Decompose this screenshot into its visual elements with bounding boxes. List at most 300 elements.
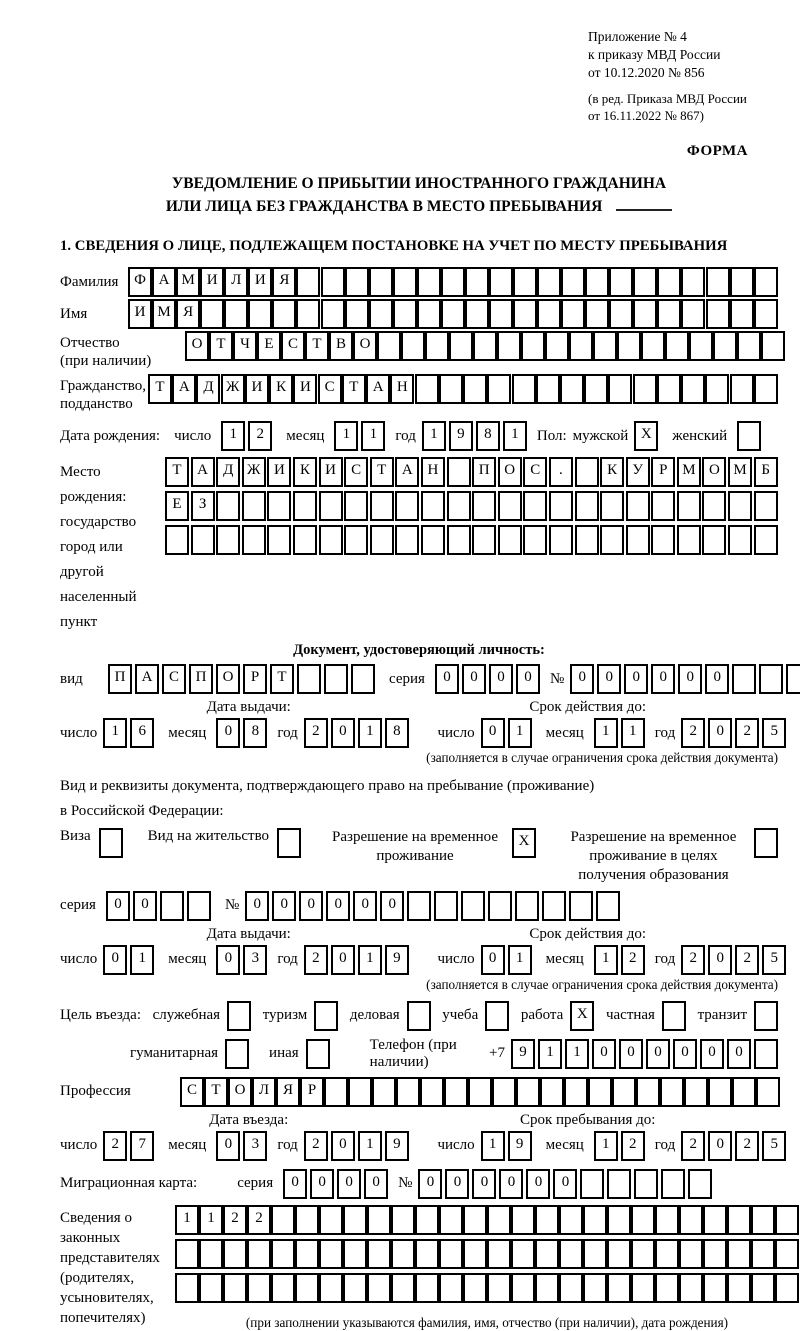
cell[interactable]: 2 xyxy=(681,945,705,975)
cell[interactable] xyxy=(521,331,545,361)
cell[interactable]: Е xyxy=(165,491,189,521)
cell[interactable] xyxy=(485,1001,509,1031)
cell[interactable] xyxy=(345,299,369,329)
cell[interactable] xyxy=(487,1239,511,1269)
cell[interactable] xyxy=(297,664,321,694)
cell[interactable] xyxy=(657,374,681,404)
cell[interactable] xyxy=(549,525,573,555)
cell[interactable] xyxy=(730,267,754,297)
cell[interactable] xyxy=(447,491,471,521)
cell[interactable] xyxy=(463,374,487,404)
cell[interactable]: 0 xyxy=(516,664,540,694)
cell[interactable]: Л xyxy=(224,267,248,297)
cell[interactable] xyxy=(728,525,752,555)
cell[interactable]: 1 xyxy=(565,1039,589,1069)
cell[interactable] xyxy=(465,299,489,329)
cell[interactable] xyxy=(351,664,375,694)
cell[interactable] xyxy=(535,1205,559,1235)
cell[interactable] xyxy=(575,457,599,487)
cell[interactable] xyxy=(641,331,665,361)
cell[interactable]: X xyxy=(634,421,658,451)
cell[interactable] xyxy=(267,525,291,555)
cell[interactable]: И xyxy=(267,457,291,487)
cell[interactable]: 2 xyxy=(681,718,705,748)
cell[interactable] xyxy=(200,299,224,329)
cell[interactable]: С xyxy=(318,374,342,404)
cell[interactable] xyxy=(596,891,620,921)
cell[interactable] xyxy=(296,267,320,297)
cell[interactable]: А xyxy=(191,457,215,487)
cell[interactable] xyxy=(786,664,800,694)
cell[interactable] xyxy=(730,299,754,329)
cell[interactable]: Ч xyxy=(233,331,257,361)
cell[interactable]: 0 xyxy=(646,1039,670,1069)
cell[interactable]: К xyxy=(293,457,317,487)
cell[interactable]: Я xyxy=(176,299,200,329)
cell[interactable]: Л xyxy=(252,1077,276,1107)
cell[interactable] xyxy=(677,525,701,555)
cell[interactable]: 1 xyxy=(508,945,532,975)
cell[interactable]: 0 xyxy=(592,1039,616,1069)
cell[interactable] xyxy=(754,828,778,858)
cell[interactable] xyxy=(569,331,593,361)
cell[interactable]: Ж xyxy=(221,374,245,404)
cell[interactable]: 0 xyxy=(481,718,505,748)
cell[interactable] xyxy=(631,1273,655,1303)
cell[interactable] xyxy=(593,331,617,361)
cell[interactable]: К xyxy=(269,374,293,404)
cell[interactable]: О xyxy=(185,331,209,361)
cell[interactable] xyxy=(487,1205,511,1235)
cell[interactable] xyxy=(681,374,705,404)
cell[interactable] xyxy=(271,1239,295,1269)
cell[interactable] xyxy=(560,374,584,404)
cell[interactable] xyxy=(583,1273,607,1303)
cell[interactable] xyxy=(536,374,560,404)
cell[interactable] xyxy=(487,374,511,404)
cell[interactable] xyxy=(662,1001,686,1031)
cell[interactable] xyxy=(600,525,624,555)
cell[interactable]: А xyxy=(172,374,196,404)
cell[interactable] xyxy=(633,267,657,297)
cell[interactable] xyxy=(498,525,522,555)
cell[interactable] xyxy=(468,1077,492,1107)
cell[interactable]: Я xyxy=(276,1077,300,1107)
cell[interactable] xyxy=(636,1077,660,1107)
cell[interactable] xyxy=(575,525,599,555)
cell[interactable]: 0 xyxy=(673,1039,697,1069)
cell[interactable]: 0 xyxy=(597,664,621,694)
cell[interactable] xyxy=(761,331,785,361)
cell[interactable]: 9 xyxy=(385,1131,409,1161)
cell[interactable] xyxy=(600,491,624,521)
cell[interactable] xyxy=(626,525,650,555)
cell[interactable] xyxy=(242,491,266,521)
cell[interactable] xyxy=(247,1273,271,1303)
cell[interactable] xyxy=(537,267,561,297)
cell[interactable] xyxy=(295,1239,319,1269)
cell[interactable] xyxy=(727,1205,751,1235)
cell[interactable] xyxy=(608,374,632,404)
cell[interactable]: 0 xyxy=(526,1169,550,1199)
cell[interactable]: 0 xyxy=(331,945,355,975)
cell[interactable] xyxy=(626,491,650,521)
cell[interactable] xyxy=(703,1239,727,1269)
cell[interactable] xyxy=(681,299,705,329)
cell[interactable] xyxy=(775,1273,799,1303)
cell[interactable] xyxy=(343,1205,367,1235)
cell[interactable]: 0 xyxy=(283,1169,307,1199)
cell[interactable] xyxy=(324,1077,348,1107)
cell[interactable] xyxy=(319,1239,343,1269)
cell[interactable] xyxy=(227,1001,251,1031)
cell[interactable]: 1 xyxy=(130,945,154,975)
cell[interactable]: М xyxy=(728,457,752,487)
cell[interactable] xyxy=(727,1273,751,1303)
cell[interactable] xyxy=(293,525,317,555)
cell[interactable]: 0 xyxy=(570,664,594,694)
cell[interactable] xyxy=(295,1205,319,1235)
cell[interactable] xyxy=(523,491,547,521)
cell[interactable] xyxy=(488,891,512,921)
cell[interactable]: 1 xyxy=(594,718,618,748)
cell[interactable]: 0 xyxy=(708,1131,732,1161)
cell[interactable]: Ж xyxy=(242,457,266,487)
cell[interactable] xyxy=(631,1205,655,1235)
cell[interactable]: 1 xyxy=(594,945,618,975)
cell[interactable]: О xyxy=(216,664,240,694)
cell[interactable] xyxy=(449,331,473,361)
cell[interactable]: 2 xyxy=(247,1205,271,1235)
cell[interactable]: 1 xyxy=(199,1205,223,1235)
cell[interactable] xyxy=(702,491,726,521)
cell[interactable]: 9 xyxy=(449,421,473,451)
cell[interactable] xyxy=(703,1205,727,1235)
cell[interactable] xyxy=(617,331,641,361)
cell[interactable]: Т xyxy=(305,331,329,361)
cell[interactable] xyxy=(651,491,675,521)
cell[interactable]: С xyxy=(281,331,305,361)
cell[interactable]: Т xyxy=(148,374,172,404)
cell[interactable] xyxy=(756,1077,780,1107)
cell[interactable] xyxy=(612,1077,636,1107)
cell[interactable] xyxy=(607,1205,631,1235)
cell[interactable]: Ф xyxy=(128,267,152,297)
cell[interactable] xyxy=(580,1169,604,1199)
cell[interactable]: 1 xyxy=(538,1039,562,1069)
cell[interactable] xyxy=(421,525,445,555)
cell[interactable]: О xyxy=(702,457,726,487)
cell[interactable]: И xyxy=(200,267,224,297)
cell[interactable]: М xyxy=(677,457,701,487)
cell[interactable]: А xyxy=(152,267,176,297)
cell[interactable]: 1 xyxy=(358,945,382,975)
cell[interactable] xyxy=(415,1273,439,1303)
cell[interactable]: 1 xyxy=(103,718,127,748)
cell[interactable] xyxy=(684,1077,708,1107)
cell[interactable] xyxy=(559,1239,583,1269)
cell[interactable]: З xyxy=(191,491,215,521)
cell[interactable] xyxy=(425,331,449,361)
cell[interactable]: М xyxy=(152,299,176,329)
cell[interactable]: 0 xyxy=(245,891,269,921)
cell[interactable] xyxy=(417,267,441,297)
cell[interactable]: 3 xyxy=(243,1131,267,1161)
cell[interactable]: 0 xyxy=(619,1039,643,1069)
cell[interactable]: 0 xyxy=(310,1169,334,1199)
cell[interactable] xyxy=(727,1239,751,1269)
cell[interactable] xyxy=(513,299,537,329)
cell[interactable] xyxy=(489,299,513,329)
cell[interactable] xyxy=(343,1239,367,1269)
cell[interactable]: 1 xyxy=(422,421,446,451)
cell[interactable]: П xyxy=(189,664,213,694)
cell[interactable] xyxy=(688,1169,712,1199)
cell[interactable]: 1 xyxy=(358,718,382,748)
cell[interactable] xyxy=(319,1273,343,1303)
cell[interactable]: В xyxy=(329,331,353,361)
cell[interactable] xyxy=(775,1239,799,1269)
cell[interactable]: С xyxy=(523,457,547,487)
cell[interactable]: Т xyxy=(165,457,189,487)
cell[interactable] xyxy=(223,1239,247,1269)
cell[interactable]: . xyxy=(549,457,573,487)
cell[interactable] xyxy=(223,1273,247,1303)
cell[interactable]: 0 xyxy=(299,891,323,921)
cell[interactable] xyxy=(708,1077,732,1107)
cell[interactable] xyxy=(434,891,458,921)
cell[interactable]: А xyxy=(366,374,390,404)
cell[interactable]: 2 xyxy=(248,421,272,451)
cell[interactable] xyxy=(272,299,296,329)
cell[interactable] xyxy=(372,1077,396,1107)
cell[interactable] xyxy=(175,1273,199,1303)
cell[interactable] xyxy=(463,1239,487,1269)
cell[interactable] xyxy=(679,1273,703,1303)
cell[interactable]: А xyxy=(135,664,159,694)
cell[interactable] xyxy=(559,1273,583,1303)
cell[interactable]: И xyxy=(319,457,343,487)
cell[interactable]: 0 xyxy=(708,718,732,748)
cell[interactable] xyxy=(395,491,419,521)
cell[interactable] xyxy=(657,267,681,297)
cell[interactable] xyxy=(516,1077,540,1107)
cell[interactable] xyxy=(420,1077,444,1107)
cell[interactable] xyxy=(751,1205,775,1235)
cell[interactable] xyxy=(187,891,211,921)
cell[interactable]: 0 xyxy=(418,1169,442,1199)
cell[interactable] xyxy=(391,1239,415,1269)
cell[interactable]: 0 xyxy=(651,664,675,694)
cell[interactable]: 5 xyxy=(762,1131,786,1161)
cell[interactable]: П xyxy=(108,664,132,694)
cell[interactable] xyxy=(535,1239,559,1269)
cell[interactable] xyxy=(296,299,320,329)
cell[interactable] xyxy=(559,1205,583,1235)
cell[interactable] xyxy=(633,374,657,404)
cell[interactable]: 6 xyxy=(130,718,154,748)
cell[interactable]: К xyxy=(600,457,624,487)
cell[interactable] xyxy=(655,1273,679,1303)
cell[interactable] xyxy=(393,299,417,329)
cell[interactable] xyxy=(441,299,465,329)
cell[interactable] xyxy=(415,1239,439,1269)
cell[interactable]: Е xyxy=(257,331,281,361)
cell[interactable] xyxy=(225,1039,249,1069)
cell[interactable] xyxy=(537,299,561,329)
cell[interactable]: 2 xyxy=(304,1131,328,1161)
cell[interactable] xyxy=(607,1169,631,1199)
cell[interactable] xyxy=(271,1205,295,1235)
cell[interactable]: Т xyxy=(270,664,294,694)
cell[interactable] xyxy=(497,331,521,361)
cell[interactable] xyxy=(511,1273,535,1303)
cell[interactable]: 1 xyxy=(334,421,358,451)
cell[interactable] xyxy=(401,331,425,361)
cell[interactable] xyxy=(421,491,445,521)
cell[interactable] xyxy=(633,299,657,329)
cell[interactable] xyxy=(395,525,419,555)
cell[interactable] xyxy=(216,491,240,521)
cell[interactable]: 0 xyxy=(553,1169,577,1199)
cell[interactable] xyxy=(512,374,536,404)
cell[interactable] xyxy=(681,267,705,297)
cell[interactable]: 1 xyxy=(621,718,645,748)
cell[interactable]: И xyxy=(245,374,269,404)
cell[interactable]: 5 xyxy=(762,945,786,975)
cell[interactable]: Т xyxy=(342,374,366,404)
cell[interactable] xyxy=(199,1239,223,1269)
cell[interactable] xyxy=(511,1239,535,1269)
cell[interactable] xyxy=(247,1239,271,1269)
cell[interactable] xyxy=(754,1001,778,1031)
cell[interactable] xyxy=(321,267,345,297)
cell[interactable] xyxy=(523,525,547,555)
cell[interactable]: С xyxy=(162,664,186,694)
cell[interactable]: М xyxy=(176,267,200,297)
cell[interactable] xyxy=(472,525,496,555)
cell[interactable] xyxy=(655,1205,679,1235)
cell[interactable] xyxy=(575,491,599,521)
cell[interactable] xyxy=(489,267,513,297)
cell[interactable]: Р xyxy=(651,457,675,487)
cell[interactable] xyxy=(609,267,633,297)
cell[interactable] xyxy=(513,267,537,297)
cell[interactable]: 0 xyxy=(462,664,486,694)
cell[interactable] xyxy=(343,1273,367,1303)
cell[interactable] xyxy=(463,1205,487,1235)
cell[interactable] xyxy=(191,525,215,555)
cell[interactable] xyxy=(561,267,585,297)
cell[interactable] xyxy=(165,525,189,555)
cell[interactable]: 0 xyxy=(103,945,127,975)
cell[interactable] xyxy=(754,267,778,297)
cell[interactable] xyxy=(660,1077,684,1107)
cell[interactable] xyxy=(651,525,675,555)
cell[interactable]: 0 xyxy=(472,1169,496,1199)
cell[interactable] xyxy=(415,1205,439,1235)
cell[interactable]: 2 xyxy=(735,718,759,748)
cell[interactable]: Н xyxy=(421,457,445,487)
cell[interactable]: 0 xyxy=(700,1039,724,1069)
cell[interactable] xyxy=(439,1205,463,1235)
cell[interactable] xyxy=(607,1273,631,1303)
cell[interactable]: 3 xyxy=(243,945,267,975)
cell[interactable] xyxy=(730,374,754,404)
cell[interactable] xyxy=(561,299,585,329)
cell[interactable]: 0 xyxy=(216,945,240,975)
cell[interactable] xyxy=(369,267,393,297)
cell[interactable] xyxy=(511,1205,535,1235)
cell[interactable] xyxy=(367,1273,391,1303)
cell[interactable]: 1 xyxy=(481,1131,505,1161)
cell[interactable]: 8 xyxy=(385,718,409,748)
cell[interactable] xyxy=(367,1205,391,1235)
cell[interactable] xyxy=(370,491,394,521)
cell[interactable]: 1 xyxy=(503,421,527,451)
cell[interactable]: А xyxy=(395,457,419,487)
cell[interactable] xyxy=(439,374,463,404)
cell[interactable] xyxy=(248,299,272,329)
cell[interactable]: 0 xyxy=(489,664,513,694)
cell[interactable] xyxy=(609,299,633,329)
cell[interactable] xyxy=(677,491,701,521)
cell[interactable] xyxy=(99,828,123,858)
cell[interactable] xyxy=(472,491,496,521)
cell[interactable] xyxy=(377,331,401,361)
cell[interactable] xyxy=(728,491,752,521)
cell[interactable] xyxy=(242,525,266,555)
cell[interactable]: Р xyxy=(300,1077,324,1107)
cell[interactable] xyxy=(295,1273,319,1303)
cell[interactable] xyxy=(607,1239,631,1269)
cell[interactable] xyxy=(463,1273,487,1303)
cell[interactable] xyxy=(345,267,369,297)
cell[interactable] xyxy=(545,331,569,361)
cell[interactable] xyxy=(271,1273,295,1303)
cell[interactable] xyxy=(348,1077,372,1107)
cell[interactable]: 5 xyxy=(762,718,786,748)
cell[interactable]: 0 xyxy=(326,891,350,921)
cell[interactable]: 2 xyxy=(223,1205,247,1235)
cell[interactable] xyxy=(391,1205,415,1235)
cell[interactable]: 0 xyxy=(678,664,702,694)
cell[interactable] xyxy=(661,1169,685,1199)
cell[interactable]: 9 xyxy=(508,1131,532,1161)
cell[interactable] xyxy=(706,299,730,329)
cell[interactable] xyxy=(465,267,489,297)
cell[interactable] xyxy=(535,1273,559,1303)
cell[interactable]: Т xyxy=(204,1077,228,1107)
cell[interactable]: 8 xyxy=(243,718,267,748)
cell[interactable] xyxy=(737,331,761,361)
cell[interactable] xyxy=(319,525,343,555)
cell[interactable]: X xyxy=(512,828,536,858)
cell[interactable]: У xyxy=(626,457,650,487)
cell[interactable] xyxy=(199,1273,223,1303)
cell[interactable] xyxy=(498,491,522,521)
cell[interactable] xyxy=(585,267,609,297)
cell[interactable]: 0 xyxy=(380,891,404,921)
cell[interactable]: 0 xyxy=(216,718,240,748)
cell[interactable] xyxy=(542,891,566,921)
cell[interactable] xyxy=(370,525,394,555)
cell[interactable]: 0 xyxy=(272,891,296,921)
cell[interactable]: Т xyxy=(209,331,233,361)
cell[interactable] xyxy=(441,267,465,297)
cell[interactable] xyxy=(584,374,608,404)
cell[interactable]: О xyxy=(353,331,377,361)
